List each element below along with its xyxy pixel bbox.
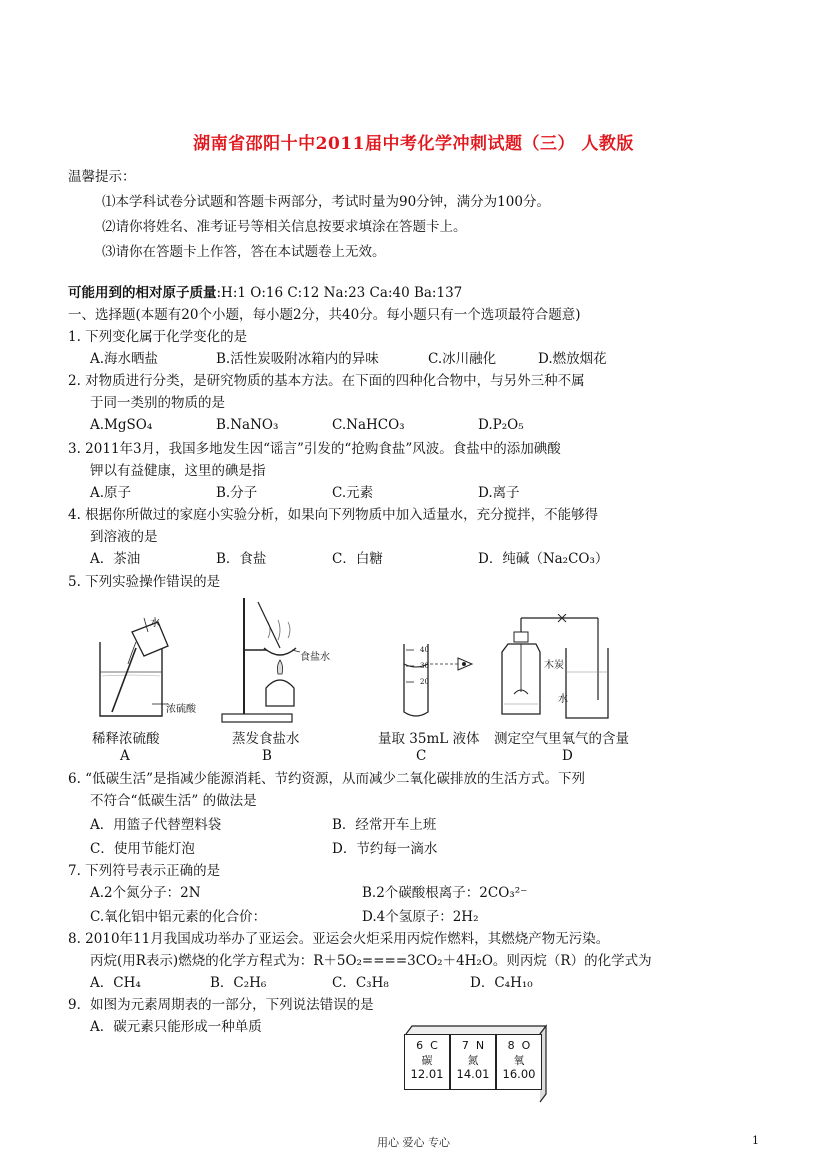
q8-option-b: B．C₂H₆ xyxy=(210,975,267,991)
element-tile-nitrogen xyxy=(450,1034,496,1090)
q4-stem-2: 到溶液的是 xyxy=(90,529,158,545)
q3-option-c: C.元素 xyxy=(332,485,374,501)
q6-stem-1: 6. “低碳生活”是指减少能源消耗、节约资源，从而减少二氧化碳排放的生活方式。下列 xyxy=(68,771,585,787)
figure-caption-a: 稀释浓硫酸 xyxy=(92,731,160,747)
q1-stem: 1. 下列变化属于化学变化的是 xyxy=(68,329,248,345)
q6-option-c: C．使用节能灯泡 xyxy=(90,841,195,857)
element-tile-carbon xyxy=(404,1034,450,1090)
q4-stem-1: 4. 根据你所做过的家庭小实验分析，如果向下列物质中加入适量水，充分搅拌，不能够得 xyxy=(68,507,599,523)
figure-a-water-label: 水 xyxy=(150,618,160,629)
q1-option-c: C.冰川融化 xyxy=(428,351,497,367)
figure-d-charcoal-label: 木炭 xyxy=(544,660,564,671)
q1-option-a: A.海水晒盐 xyxy=(90,351,159,367)
section-heading: 一、选择题(本题有20个小题，每小题2分，共40分。每小题只有一个选项最符合题意) xyxy=(68,307,581,323)
element-symbol: C xyxy=(430,1039,438,1052)
element-number: 8 xyxy=(507,1039,515,1052)
figure-letter-d: D xyxy=(562,748,573,764)
figure-b-salt-label: 食盐水 xyxy=(300,652,330,663)
figure-letter-a: A xyxy=(120,748,130,764)
q7-option-a: A.2个氮分子：2N xyxy=(90,885,201,901)
q8-option-c: C．C₃H₈ xyxy=(332,975,389,991)
q2-option-b: B.NaNO₃ xyxy=(216,417,279,433)
q6-option-a: A．用篮子代替塑料袋 xyxy=(90,817,222,833)
q1-option-b: B.活性炭吸附冰箱内的异味 xyxy=(216,351,379,367)
figure-caption-d: 测定空气里氧气的含量 xyxy=(494,731,629,747)
element-symbol: O xyxy=(521,1039,531,1052)
q3-stem-2: 钾以有益健康，这里的碘是指 xyxy=(90,463,266,479)
q3-stem-1: 3. 2011年3月，我国多地发生因“谣言”引发的“抢购食盐”风波。食盐中的添加碘酸 xyxy=(68,441,561,457)
figure-c-mark-30: 30 xyxy=(420,662,429,670)
figure-caption-c: 量取 35mL 液体 xyxy=(378,731,480,747)
atomic-mass-line xyxy=(68,284,462,302)
q4-option-c: C．白糖 xyxy=(332,551,383,567)
atomic-mass-values: :H:1 O:16 C:12 Na:23 Ca:40 Ba:137 xyxy=(216,285,463,301)
q9-option-a: A．碳元素只能形成一种单质 xyxy=(90,1019,262,1035)
q7-option-d: D.4个氢原子：2H₂ xyxy=(362,909,479,925)
figure-c-mark-20: 20 xyxy=(420,678,429,686)
q6-option-b: B．经常开车上班 xyxy=(332,817,437,833)
figure-measure-liquid xyxy=(392,640,482,720)
figure-caption-b: 蒸发食盐水 xyxy=(232,731,300,747)
q4-option-b: B．食盐 xyxy=(216,551,267,567)
figure-letter-c: C xyxy=(416,748,427,764)
element-tile-oxygen xyxy=(496,1034,542,1090)
figure-a-acid-label: 浓硫酸 xyxy=(166,704,196,715)
element-number: 7 xyxy=(461,1039,469,1052)
q4-option-a: A．茶油 xyxy=(90,551,141,567)
element-mass: 12.01 xyxy=(410,1067,444,1081)
page-number: 1 xyxy=(752,1134,759,1147)
page-title: 湖南省邵阳十中2011届中考化学冲刺试题（三） 人教版 xyxy=(193,134,634,154)
page-footer: 用心 爱心 专心 xyxy=(377,1136,450,1149)
q7-stem: 7. 下列符号表示正确的是 xyxy=(68,863,221,879)
element-name: 氮 xyxy=(467,1054,479,1067)
q2-option-d: D.P₂O₅ xyxy=(478,417,524,433)
tip-1: ⑴本学科试卷分试题和答题卡两部分，考试时量为90分钟，满分为100分。 xyxy=(102,194,550,210)
element-symbol: N xyxy=(475,1039,485,1052)
q8-option-a: A．CH₄ xyxy=(90,975,141,991)
figure-c-mark-40: 40 xyxy=(420,646,429,654)
tip-3: ⑶请你在答题卡上作答，答在本试题卷上无效。 xyxy=(102,244,386,260)
q2-option-a: A.MgSO₄ xyxy=(90,417,153,433)
q4-option-d: D．纯碱（Na₂CO₃） xyxy=(478,551,609,567)
q7-option-b: B.2个碳酸根离子：2CO₃²⁻ xyxy=(362,885,528,901)
tips-heading: 温馨提示： xyxy=(68,169,136,185)
q8-stem-2: 丙烷(用R表示)燃烧的化学方程式为：R＋5O₂====3CO₂＋4H₂O。则丙烷（R）的化学式为 xyxy=(90,953,652,969)
q8-stem-1: 8. 2010年11月我国成功举办了亚运会。亚运会火炬采用丙烷作燃料，其燃烧产物无污染。 xyxy=(68,931,610,947)
element-mass: 14.01 xyxy=(456,1067,490,1081)
q8-option-d: D．C₄H₁₀ xyxy=(470,975,533,991)
q3-option-d: D.离子 xyxy=(478,485,520,501)
q3-option-b: B.分子 xyxy=(216,485,258,501)
element-name: 碳 xyxy=(421,1054,433,1067)
figure-letter-b: B xyxy=(262,748,272,764)
q3-option-a: A.原子 xyxy=(90,485,132,501)
figure-d-water-label: 水 xyxy=(558,694,568,705)
q1-option-d: D.燃放烟花 xyxy=(538,351,607,367)
element-name: 氧 xyxy=(513,1054,525,1067)
element-mass: 16.00 xyxy=(502,1067,536,1081)
q6-stem-2: 不符合“低碳生活” 的做法是 xyxy=(90,793,257,809)
atomic-mass-label: 可能用到的相对原子质量 xyxy=(68,285,217,301)
q2-option-c: C.NaHCO₃ xyxy=(332,417,405,433)
q5-stem: 5. 下列实验操作错误的是 xyxy=(68,574,221,590)
q2-stem-1: 2. 对物质进行分类，是研究物质的基本方法。在下面的四种化合物中，与另外三种不属 xyxy=(68,373,585,389)
element-number: 6 xyxy=(416,1039,424,1052)
tip-2: ⑵请你将姓名、准考证号等相关信息按要求填涂在答题卡上。 xyxy=(102,219,467,235)
q6-option-d: D．节约每一滴水 xyxy=(332,841,438,857)
q9-stem: 9．如图为元素周期表的一部分，下列说法错误的是 xyxy=(68,997,374,1013)
q2-stem-2: 于同一类别的物质的是 xyxy=(90,395,225,411)
q7-option-c: C.氧化铝中铝元素的化合价： xyxy=(90,909,267,925)
